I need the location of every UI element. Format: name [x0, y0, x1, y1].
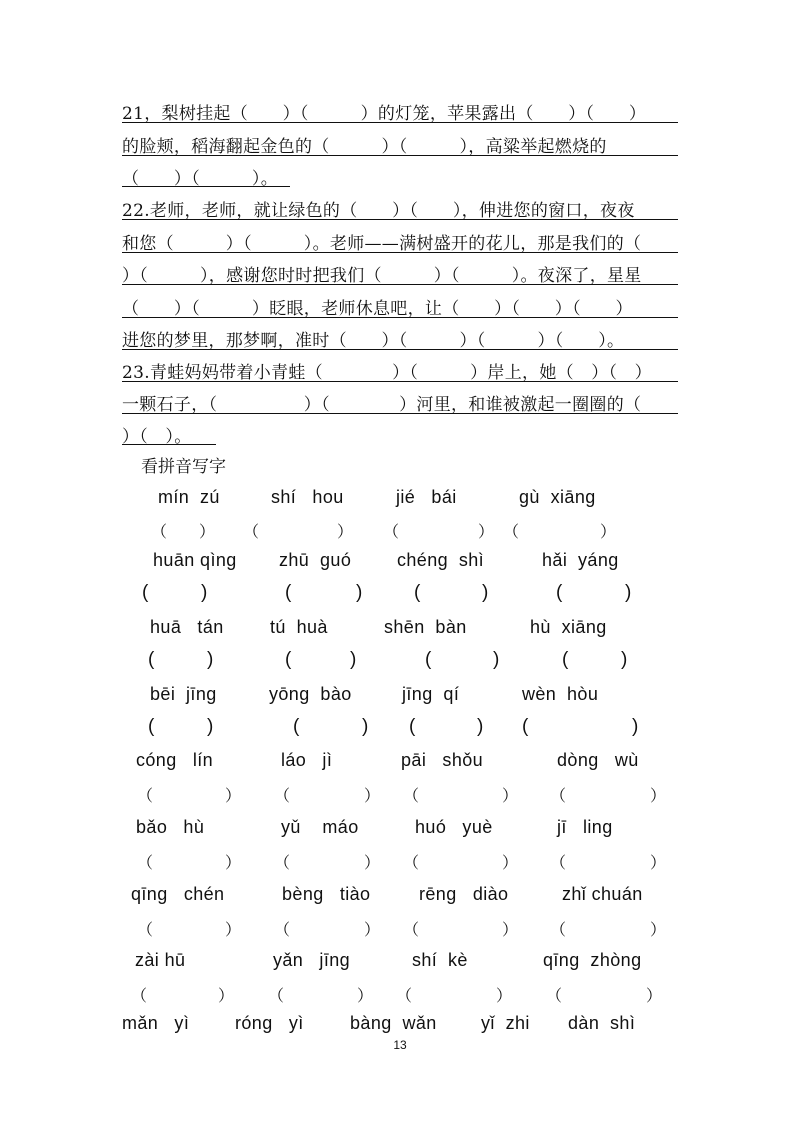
- pinyin-word: dòng wù: [557, 750, 639, 770]
- answer-bracket-close: ）: [650, 920, 667, 939]
- pinyin-word: yǐ zhi: [481, 1013, 530, 1033]
- answer-bracket-close: ）: [502, 853, 519, 872]
- answer-bracket-close: ): [356, 582, 363, 603]
- question-21-line-1: 21，梨树挂起（ ）（ ）的灯笼，苹果露出（ ）（ ）: [122, 104, 647, 124]
- answer-bracket-open: （: [137, 786, 154, 805]
- answer-bracket-close: ）: [364, 786, 381, 805]
- answer-bracket-open: (: [414, 582, 421, 603]
- pinyin-word: róng yì: [235, 1013, 304, 1033]
- question-23-line-1: 23.青蛙妈妈带着小青蛙（ ）（ ）岸上，她（ ）（ ）: [122, 363, 652, 383]
- answer-bracket-open: （: [151, 522, 168, 541]
- pinyin-word: gù xiāng: [519, 487, 596, 507]
- pinyin-word: jié bái: [396, 487, 457, 507]
- pinyin-word: hǎi yáng: [542, 550, 619, 570]
- answer-bracket-open: （: [131, 986, 148, 1005]
- answer-bracket-close: ）: [337, 522, 354, 541]
- pinyin-word: yōng bào: [269, 684, 352, 704]
- answer-bracket-close: ）: [650, 853, 667, 872]
- pinyin-word: rēng diào: [419, 884, 509, 904]
- answer-bracket-open: (: [285, 649, 292, 670]
- underline: [122, 444, 216, 445]
- pinyin-word: tú huà: [270, 617, 328, 637]
- underline: [122, 381, 678, 382]
- pinyin-word: shí kè: [412, 950, 468, 970]
- answer-bracket-close: ）: [225, 920, 242, 939]
- underline: [122, 186, 290, 187]
- answer-bracket-close: ）: [218, 986, 235, 1005]
- pinyin-word: zhū guó: [279, 550, 352, 570]
- answer-bracket-close: ): [362, 716, 369, 737]
- underline: [122, 122, 678, 123]
- question-22-line-2: 和您（ ）（ ）。老师——满树盛开的花儿，那是我们的（: [122, 234, 642, 254]
- question-22-line-3: ）（ ），感谢您时时把我们（ ）（ ）。夜深了，星星: [122, 266, 642, 286]
- pinyin-word: cóng lín: [136, 750, 214, 770]
- question-22-line-1: 22.老师，老师，就让绿色的（ ）（ ），伸进您的窗口，夜夜: [122, 201, 635, 221]
- answer-bracket-close: ）: [650, 786, 667, 805]
- answer-bracket-close: ): [201, 582, 208, 603]
- pinyin-word: chéng shì: [397, 550, 485, 570]
- answer-bracket-open: (: [556, 582, 563, 603]
- answer-bracket-open: （: [546, 986, 563, 1005]
- answer-bracket-open: (: [293, 716, 300, 737]
- answer-bracket-close: ): [477, 716, 484, 737]
- answer-bracket-close: ): [482, 582, 489, 603]
- pinyin-word: yǔ máo: [281, 817, 359, 837]
- answer-bracket-open: （: [403, 786, 420, 805]
- answer-bracket-open: （: [274, 853, 291, 872]
- answer-bracket-open: （: [550, 786, 567, 805]
- underline: [122, 219, 678, 220]
- underline: [122, 317, 678, 318]
- underline: [122, 155, 678, 156]
- pinyin-word: qīng chén: [131, 884, 225, 904]
- question-23-line-3: ）（ ）。: [122, 427, 192, 447]
- answer-bracket-close: ）: [364, 920, 381, 939]
- pinyin-word: jī ling: [557, 817, 613, 837]
- answer-bracket-open: （: [243, 522, 260, 541]
- question-23-line-2: 一颗石子，（ ）（ ）河里，和谁被激起一圈圈的（: [122, 395, 642, 415]
- answer-bracket-open: （: [403, 853, 420, 872]
- pinyin-word: bàng wǎn: [350, 1013, 437, 1033]
- answer-bracket-open: (: [409, 716, 416, 737]
- pinyin-word: wèn hòu: [522, 684, 599, 704]
- answer-bracket-close: ）: [502, 786, 519, 805]
- answer-bracket-close: ）: [364, 853, 381, 872]
- pinyin-word: mín zú: [158, 487, 220, 507]
- underline: [122, 284, 678, 285]
- pinyin-word: yǎn jīng: [273, 950, 351, 970]
- pinyin-word: zài hū: [135, 950, 186, 970]
- answer-bracket-open: （: [396, 986, 413, 1005]
- pinyin-word: bèng tiào: [282, 884, 371, 904]
- answer-bracket-close: ）: [600, 522, 617, 541]
- answer-bracket-open: （: [268, 986, 285, 1005]
- answer-bracket-close: ): [625, 582, 632, 603]
- answer-bracket-close: ): [621, 649, 628, 670]
- question-21-line-2: 的脸颊，稻海翻起金色的（ ）（ ），高粱举起燃烧的: [122, 137, 607, 157]
- section-title: 看拼音写字: [141, 457, 226, 477]
- answer-bracket-close: ）: [357, 986, 374, 1005]
- pinyin-word: hù xiāng: [530, 617, 607, 637]
- answer-bracket-close: ）: [502, 920, 519, 939]
- answer-bracket-close: ）: [646, 986, 663, 1005]
- answer-bracket-close: ): [207, 716, 214, 737]
- page-number: 13: [393, 1038, 407, 1052]
- answer-bracket-open: （: [137, 853, 154, 872]
- answer-bracket-open: （: [550, 853, 567, 872]
- answer-bracket-open: (: [142, 582, 149, 603]
- pinyin-word: mǎn yì: [122, 1013, 190, 1033]
- answer-bracket-open: （: [383, 522, 400, 541]
- pinyin-word: huó yuè: [415, 817, 493, 837]
- answer-bracket-close: ）: [225, 786, 242, 805]
- answer-bracket-open: (: [285, 582, 292, 603]
- underline: [122, 349, 678, 350]
- answer-bracket-close: ）: [199, 522, 216, 541]
- answer-bracket-open: （: [503, 522, 520, 541]
- answer-bracket-open: （: [137, 920, 154, 939]
- answer-bracket-open: （: [550, 920, 567, 939]
- pinyin-word: shí hou: [271, 487, 344, 507]
- answer-bracket-open: （: [403, 920, 420, 939]
- pinyin-word: bēi jīng: [150, 684, 217, 704]
- pinyin-word: jīng qí: [402, 684, 460, 704]
- answer-bracket-close: ）: [225, 853, 242, 872]
- question-22-line-4: （ ）（ ）眨眼，老师休息吧，让（ ）（ ）（ ）: [122, 299, 633, 319]
- pinyin-word: huān qìng: [153, 550, 237, 570]
- question-21-line-3: （ ）（ ）。: [122, 169, 278, 189]
- pinyin-word: láo jì: [281, 750, 333, 770]
- pinyin-word: zhǐ chuán: [562, 884, 643, 904]
- answer-bracket-open: (: [522, 716, 529, 737]
- answer-bracket-close: ): [350, 649, 357, 670]
- pinyin-word: qīng zhòng: [543, 950, 642, 970]
- answer-bracket-close: ）: [478, 522, 495, 541]
- answer-bracket-close: ）: [496, 986, 513, 1005]
- answer-bracket-open: （: [274, 920, 291, 939]
- pinyin-word: huā tán: [150, 617, 224, 637]
- answer-bracket-open: （: [274, 786, 291, 805]
- answer-bracket-open: (: [148, 649, 155, 670]
- answer-bracket-open: (: [425, 649, 432, 670]
- question-22-line-5: 进您的梦里，那梦啊，准时（ ）（ ）（ ）（ ）。: [122, 331, 625, 351]
- underline: [122, 252, 678, 253]
- answer-bracket-close: ): [493, 649, 500, 670]
- pinyin-word: pāi shǒu: [401, 750, 484, 770]
- pinyin-word: shēn bàn: [384, 617, 467, 637]
- pinyin-word: bǎo hù: [136, 817, 205, 837]
- answer-bracket-close: ): [207, 649, 214, 670]
- answer-bracket-open: (: [148, 716, 155, 737]
- underline: [122, 413, 678, 414]
- answer-bracket-close: ): [632, 716, 639, 737]
- answer-bracket-open: (: [562, 649, 569, 670]
- pinyin-word: dàn shì: [568, 1013, 636, 1033]
